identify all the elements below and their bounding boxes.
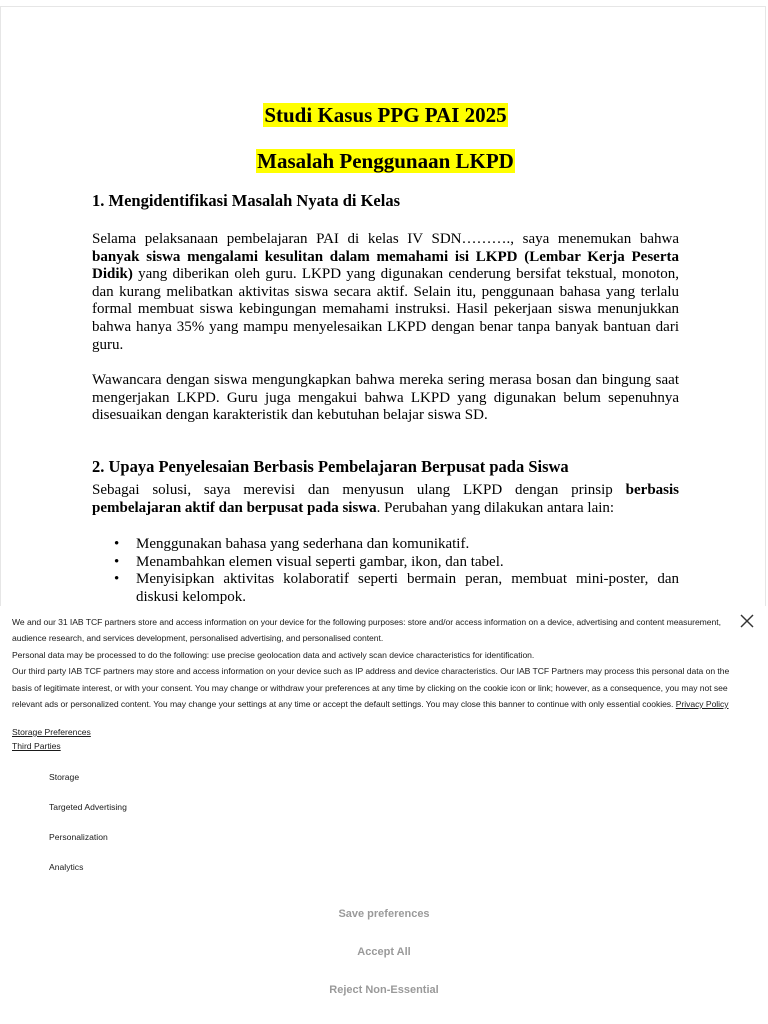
section1-paragraph1: Selama pelaksanaan pembelajaran PAI di kelas IV SDN………., saya menemukan bahwa banyak siswa mengalami kesulitan dalam memahami isi LKPD (Lembar Kerja Peserta Didik) yang diberikan oleh guru. LKPD yang digunakan cenderung bersifat tekstual, monoton, dan kurang melibatkan aktivitas siswa secara aktif. Selain itu, penggunaan bahasa yang terlalu formal membuat siswa kebingungan memahami instruksi. Hasil pekerjaan siswa menunjukkan bahwa hanya 35% yang mampu menyelesaikan LKPD dengan benar tanpa banyak bantuan dari guru.	[92, 231, 679, 353]
list-item: • Menggunakan bahasa yang sederhana dan komunikatif.	[114, 536, 470, 552]
section1-heading: 1. Mengidentifikasi Masalah Nyata di Kelas	[92, 191, 401, 210]
storage-preferences-link[interactable]: Storage Preferences	[12, 727, 91, 737]
section2-heading: 2. Upaya Penyelesaian Berbasis Pembelajaran Berpusat pada Siswa	[92, 457, 569, 476]
category-personalization[interactable]: Personalization	[49, 832, 108, 842]
section1-paragraph2: Wawancara dengan siswa mengungkapkan bahwa mereka sering merasa bosan dan bingung saat mengerjakan LKPD. Guru juga mengakui bahwa LKPD yang digunakan belum sepenuhnya disesuaikan dengan karakteristik dan kebutuhan belajar siswa SD.	[92, 372, 679, 424]
category-storage[interactable]: Storage	[49, 772, 80, 782]
privacy-policy-link[interactable]: Privacy Policy	[675, 699, 729, 710]
list-item: • Menyisipkan aktivitas kolaboratif seperti bermain peran, membuat mini-poster, dan diskusi kelompok.	[114, 571, 679, 605]
close-icon	[737, 611, 757, 631]
accept-all-button[interactable]: Accept All	[357, 946, 411, 958]
close-banner-button[interactable]	[737, 611, 757, 631]
document-subtitle: Masalah Penggunaan LKPD	[257, 149, 514, 173]
solution-list	[92, 536, 679, 606]
consent-purposes: We and our 31 IAB TCF partners store and access information on your device for the following purposes: store and/or access information on a device, advertising and content measurement, audience research, and services development, personalised advertising, and personalised content.	[12, 617, 721, 644]
document-title: Studi Kasus PPG PAI 2025	[264, 103, 507, 127]
save-preferences-button[interactable]: Save preferences	[338, 908, 430, 920]
consent-partners: Our third party IAB TCF partners may store and access information on your device such as IP address and device characteristics. Our IAB TCF Partners may process this personal data on the basis of legitimate interest, or with your consent. You may change or withdraw your preferences at any time by clicking on the cookie icon or link; however, as a consequence, you may not see relevant ads or personalized content. You may change your settings at any time or accept the default settings. You may close this banner to continue with only essential cookies. Privacy Policy	[12, 666, 730, 710]
section2-paragraph1: Sebagai solusi, saya merevisi dan menyusun ulang LKPD dengan prinsip berbasis pembelajaran aktif dan berpusat pada siswa. Perubahan yang dilakukan antara lain:	[92, 482, 679, 516]
third-parties-link[interactable]: Third Parties	[12, 741, 61, 751]
category-targeted-advertising[interactable]: Targeted Advertising	[49, 802, 127, 812]
list-item: • Menambahkan elemen visual seperti gambar, ikon, dan tabel.	[114, 553, 504, 570]
consent-processing: Personal data may be processed to do the following: use precise geolocation data and actively scan device characteristics for identification.	[12, 649, 535, 660]
category-analytics[interactable]: Analytics	[49, 862, 84, 872]
consent-text	[12, 614, 732, 712]
cookie-consent-banner	[0, 606, 768, 1024]
reject-non-essential-button[interactable]: Reject Non-Essential	[329, 984, 439, 996]
